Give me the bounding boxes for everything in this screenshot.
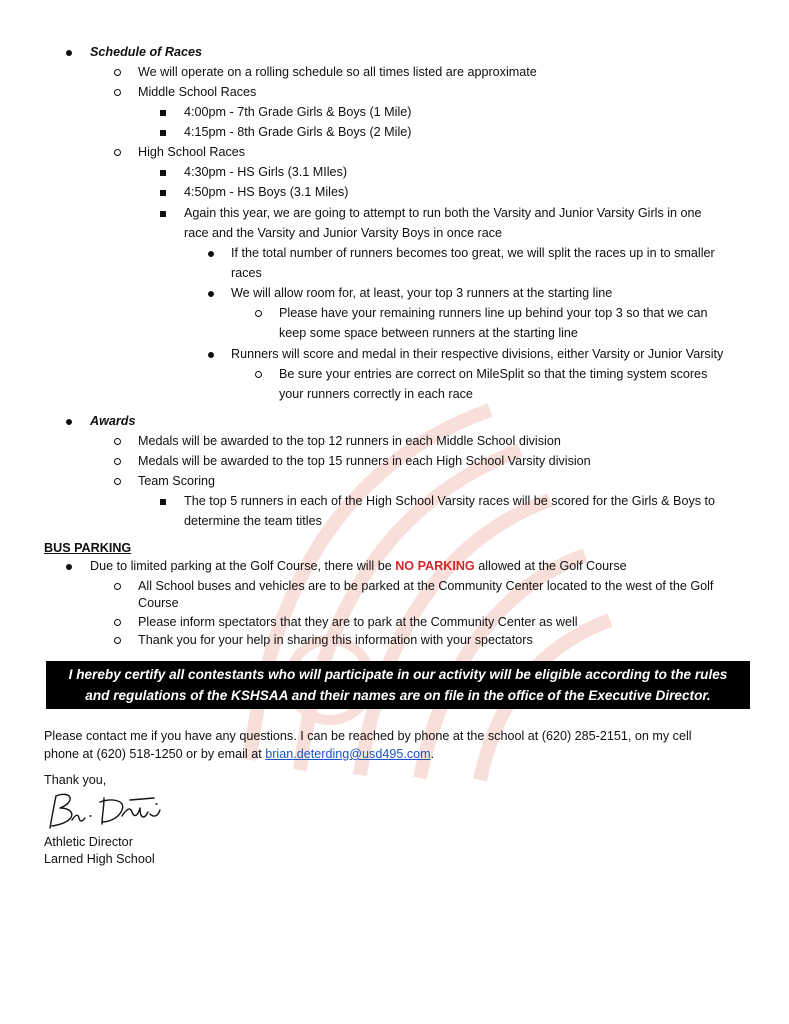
banner-line-1: I hereby certify all contestants who will participate in our activity will be eligible according to the rules <box>68 667 728 682</box>
bullet-dot-icon <box>66 564 72 570</box>
list-item: Medals will be awarded to the top 12 runners in each Middle School division <box>138 434 561 448</box>
email-link[interactable]: brian.deterding@usd495.com <box>265 747 431 761</box>
bullet-square-icon <box>160 110 166 116</box>
list-item: Middle School Races <box>138 85 257 99</box>
list-item: We will operate on a rolling schedule so all times listed are approximate <box>138 65 537 79</box>
list-item: 4:30pm - HS Girls (3.1 MIles) <box>184 165 348 179</box>
bullet-dot-icon <box>208 291 214 297</box>
bullet-circle-icon <box>114 619 121 626</box>
list-item: If the total number of runners becomes too great, we will split the races up in to smaller <box>231 246 715 260</box>
no-parking-text: NO PARKING <box>395 559 475 573</box>
bus-parking-heading: BUS PARKING <box>44 541 132 555</box>
schedule-heading: Schedule of Races <box>90 45 202 59</box>
bullet-square-icon <box>160 190 166 196</box>
contact-line-2: phone at (620) 518-1250 or by email at brian.deterding@usd495.com. <box>44 747 435 761</box>
bullet-dot-icon <box>208 251 214 257</box>
certification-banner <box>46 661 750 709</box>
bullet-square-icon <box>160 499 166 505</box>
signer-school: Larned High School <box>44 852 155 866</box>
list-item: Runners will score and medal in their respective divisions, either Varsity or Junior Varsity <box>231 347 724 361</box>
bullet-square-icon <box>160 170 166 176</box>
list-item: We will allow room for, at least, your top 3 runners at the starting line <box>231 286 613 300</box>
bullet-square-icon <box>160 130 166 136</box>
list-item-continued: Course <box>138 596 179 610</box>
list-item: Please have your remaining runners line up behind your top 3 so that we can <box>279 306 708 320</box>
list-item: 4:50pm - HS Boys (3.1 Miles) <box>184 185 349 199</box>
list-item: Medals will be awarded to the top 15 runners in each High School Varsity division <box>138 454 591 468</box>
awards-heading: Awards <box>90 414 136 428</box>
list-item: 4:00pm - 7th Grade Girls & Boys (1 Mile) <box>184 105 412 119</box>
bullet-circle-icon <box>114 478 121 485</box>
list-item-continued: races <box>231 266 262 280</box>
list-item-continued: race and the Varsity and Junior Varsity Boys in once race <box>184 226 503 240</box>
list-item-continued: determine the team titles <box>184 514 322 528</box>
list-item: High School Races <box>138 145 246 159</box>
thank-you-text: Thank you, <box>44 773 107 787</box>
bullet-circle-icon <box>114 458 121 465</box>
bullet-circle-icon <box>114 637 121 644</box>
banner-line-2: and regulations of the KSHSAA and their names are on file in the office of the Executive Director. <box>85 688 711 703</box>
list-item: Thank you for your help in sharing this information with your spectators <box>138 633 533 647</box>
bullet-circle-icon <box>114 69 121 76</box>
bullet-dot-icon <box>66 419 72 425</box>
list-item: The top 5 runners in each of the High School Varsity races will be scored for the Girls & Boys to <box>184 494 716 508</box>
list-item-continued: keep some space between runners at the starting line <box>279 326 578 340</box>
list-item-continued: your runners correctly in each race <box>279 387 473 401</box>
bullet-circle-icon <box>114 149 121 156</box>
list-item: Team Scoring <box>138 474 215 488</box>
list-item: 4:15pm - 8th Grade Girls & Boys (2 Mile) <box>184 125 412 139</box>
list-item: Please inform spectators that they are to park at the Community Center as well <box>138 615 578 629</box>
bullet-circle-icon <box>114 89 121 96</box>
bullet-dot-icon <box>66 50 72 56</box>
bullet-circle-icon <box>255 310 262 317</box>
bullet-circle-icon <box>114 438 121 445</box>
contact-line-1: Please contact me if you have any questions. I can be reached by phone at the school at (620) 285-2151, on my cell <box>44 729 692 743</box>
bullet-square-icon <box>160 211 166 217</box>
list-item: Due to limited parking at the Golf Course, there will be NO PARKING allowed at the Golf Course <box>90 559 627 573</box>
bullet-circle-icon <box>114 583 121 590</box>
signature-icon <box>42 788 166 832</box>
bullet-circle-icon <box>255 371 262 378</box>
list-item: Be sure your entries are correct on MileSplit so that the timing system scores <box>279 367 708 381</box>
signer-title: Athletic Director <box>44 835 133 849</box>
list-item: Again this year, we are going to attempt to run both the Varsity and Junior Varsity Girls in one <box>184 206 702 220</box>
list-item: All School buses and vehicles are to be parked at the Community Center located to the west of the Golf <box>138 579 714 593</box>
bullet-dot-icon <box>208 352 214 358</box>
